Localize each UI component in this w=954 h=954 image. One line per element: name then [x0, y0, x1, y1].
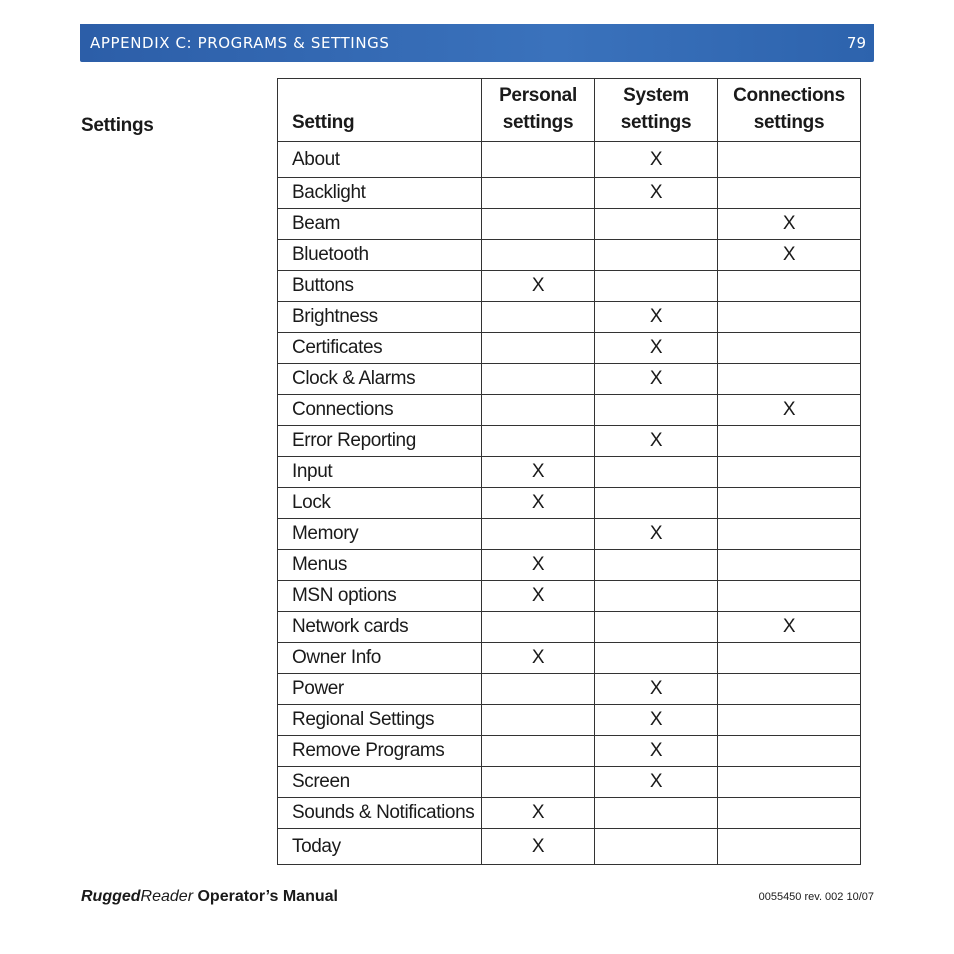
system-mark-cell	[595, 612, 718, 643]
table-row	[278, 364, 861, 395]
personal-mark-cell	[482, 612, 595, 643]
table-row	[278, 178, 861, 209]
setting-name-cell: Bluetooth	[278, 240, 482, 271]
system-mark-cell	[595, 643, 718, 674]
setting-name-cell: Network cards	[278, 612, 482, 643]
personal-mark-cell	[482, 519, 595, 550]
setting-name-cell: Buttons	[278, 271, 482, 302]
personal-mark-cell: X	[482, 488, 595, 519]
system-mark-cell: X	[595, 364, 718, 395]
table-row	[278, 519, 861, 550]
setting-name-cell: Sounds & Notifications	[278, 798, 482, 829]
system-mark-cell: X	[595, 736, 718, 767]
personal-mark-cell: X	[482, 798, 595, 829]
connections-mark-cell	[718, 674, 861, 705]
setting-name-cell: Lock	[278, 488, 482, 519]
personal-mark-cell: X	[482, 271, 595, 302]
connections-mark-cell	[718, 581, 861, 612]
column-header-system	[595, 79, 718, 142]
personal-mark-cell	[482, 178, 595, 209]
table-row	[278, 426, 861, 457]
setting-name-cell: Brightness	[278, 302, 482, 333]
brand-rugged: Rugged	[81, 888, 141, 905]
table-row	[278, 643, 861, 674]
personal-mark-cell	[482, 240, 595, 271]
table-row	[278, 142, 861, 178]
personal-mark-cell	[482, 426, 595, 457]
setting-name-cell: Certificates	[278, 333, 482, 364]
column-header-connections-label: Connections settings	[733, 85, 845, 133]
connections-mark-cell: X	[718, 395, 861, 426]
connections-mark-cell	[718, 457, 861, 488]
table-body	[278, 142, 861, 865]
table-row	[278, 798, 861, 829]
personal-mark-cell	[482, 142, 595, 178]
table-row	[278, 550, 861, 581]
connections-mark-cell	[718, 364, 861, 395]
system-mark-cell: X	[595, 519, 718, 550]
personal-mark-cell	[482, 333, 595, 364]
connections-mark-cell	[718, 333, 861, 364]
column-header-connections	[718, 79, 861, 142]
personal-mark-cell: X	[482, 581, 595, 612]
connections-mark-cell	[718, 550, 861, 581]
system-mark-cell: X	[595, 674, 718, 705]
connections-mark-cell	[718, 643, 861, 674]
table-row	[278, 488, 861, 519]
personal-mark-cell: X	[482, 643, 595, 674]
setting-name-cell: MSN options	[278, 581, 482, 612]
personal-mark-cell	[482, 767, 595, 798]
connections-mark-cell: X	[718, 209, 861, 240]
personal-mark-cell	[482, 736, 595, 767]
personal-mark-cell	[482, 364, 595, 395]
system-mark-cell	[595, 550, 718, 581]
system-mark-cell	[595, 240, 718, 271]
column-header-personal-label: Personal settings	[499, 85, 577, 133]
page-number: 79	[846, 34, 866, 52]
setting-name-cell: Regional Settings	[278, 705, 482, 736]
table-row	[278, 240, 861, 271]
table-header-row	[278, 79, 861, 142]
system-mark-cell	[595, 209, 718, 240]
personal-mark-cell	[482, 302, 595, 333]
column-header-setting: Setting	[278, 79, 482, 142]
system-mark-cell	[595, 395, 718, 426]
connections-mark-cell: X	[718, 240, 861, 271]
system-mark-cell: X	[595, 302, 718, 333]
footer-manual-title	[81, 888, 338, 906]
setting-name-cell: Power	[278, 674, 482, 705]
brand-reader: Reader	[140, 888, 194, 905]
section-title: Settings	[81, 115, 154, 136]
system-mark-cell: X	[595, 705, 718, 736]
personal-mark-cell: X	[482, 829, 595, 865]
connections-mark-cell	[718, 426, 861, 457]
table-row	[278, 581, 861, 612]
manual-label: Operator’s Manual	[193, 888, 338, 905]
system-mark-cell	[595, 798, 718, 829]
setting-name-cell: Memory	[278, 519, 482, 550]
connections-mark-cell	[718, 705, 861, 736]
connections-mark-cell	[718, 178, 861, 209]
table-row	[278, 333, 861, 364]
setting-name-cell: Backlight	[278, 178, 482, 209]
settings-table	[277, 78, 861, 865]
table-row	[278, 271, 861, 302]
personal-mark-cell: X	[482, 457, 595, 488]
system-mark-cell: X	[595, 426, 718, 457]
table-row	[278, 209, 861, 240]
connections-mark-cell	[718, 302, 861, 333]
document-number: 0055450 rev. 002 10/07	[758, 891, 874, 903]
setting-name-cell: Error Reporting	[278, 426, 482, 457]
setting-name-cell: Beam	[278, 209, 482, 240]
setting-name-cell: Menus	[278, 550, 482, 581]
table-row	[278, 457, 861, 488]
personal-mark-cell	[482, 209, 595, 240]
header-title: APPENDIX C: PROGRAMS & SETTINGS	[90, 34, 390, 52]
table-row	[278, 302, 861, 333]
setting-name-cell: Owner Info	[278, 643, 482, 674]
connections-mark-cell	[718, 271, 861, 302]
table-row	[278, 612, 861, 643]
connections-mark-cell	[718, 736, 861, 767]
system-mark-cell	[595, 457, 718, 488]
header-bar	[80, 24, 874, 62]
setting-name-cell: Today	[278, 829, 482, 865]
system-mark-cell	[595, 829, 718, 865]
system-mark-cell	[595, 271, 718, 302]
column-header-personal	[482, 79, 595, 142]
setting-name-cell: Input	[278, 457, 482, 488]
setting-name-cell: Clock & Alarms	[278, 364, 482, 395]
table-row	[278, 829, 861, 865]
system-mark-cell	[595, 488, 718, 519]
connections-mark-cell: X	[718, 612, 861, 643]
setting-name-cell: Connections	[278, 395, 482, 426]
table-row	[278, 736, 861, 767]
setting-name-cell: Screen	[278, 767, 482, 798]
connections-mark-cell	[718, 142, 861, 178]
table-row	[278, 395, 861, 426]
connections-mark-cell	[718, 488, 861, 519]
system-mark-cell: X	[595, 333, 718, 364]
personal-mark-cell: X	[482, 550, 595, 581]
personal-mark-cell	[482, 705, 595, 736]
personal-mark-cell	[482, 674, 595, 705]
table-row	[278, 767, 861, 798]
connections-mark-cell	[718, 519, 861, 550]
column-header-system-label: System settings	[620, 85, 692, 133]
connections-mark-cell	[718, 829, 861, 865]
system-mark-cell: X	[595, 178, 718, 209]
system-mark-cell	[595, 581, 718, 612]
setting-name-cell: About	[278, 142, 482, 178]
setting-name-cell: Remove Programs	[278, 736, 482, 767]
connections-mark-cell	[718, 798, 861, 829]
system-mark-cell: X	[595, 767, 718, 798]
table-row	[278, 674, 861, 705]
table-row	[278, 705, 861, 736]
system-mark-cell: X	[595, 142, 718, 178]
connections-mark-cell	[718, 767, 861, 798]
personal-mark-cell	[482, 395, 595, 426]
